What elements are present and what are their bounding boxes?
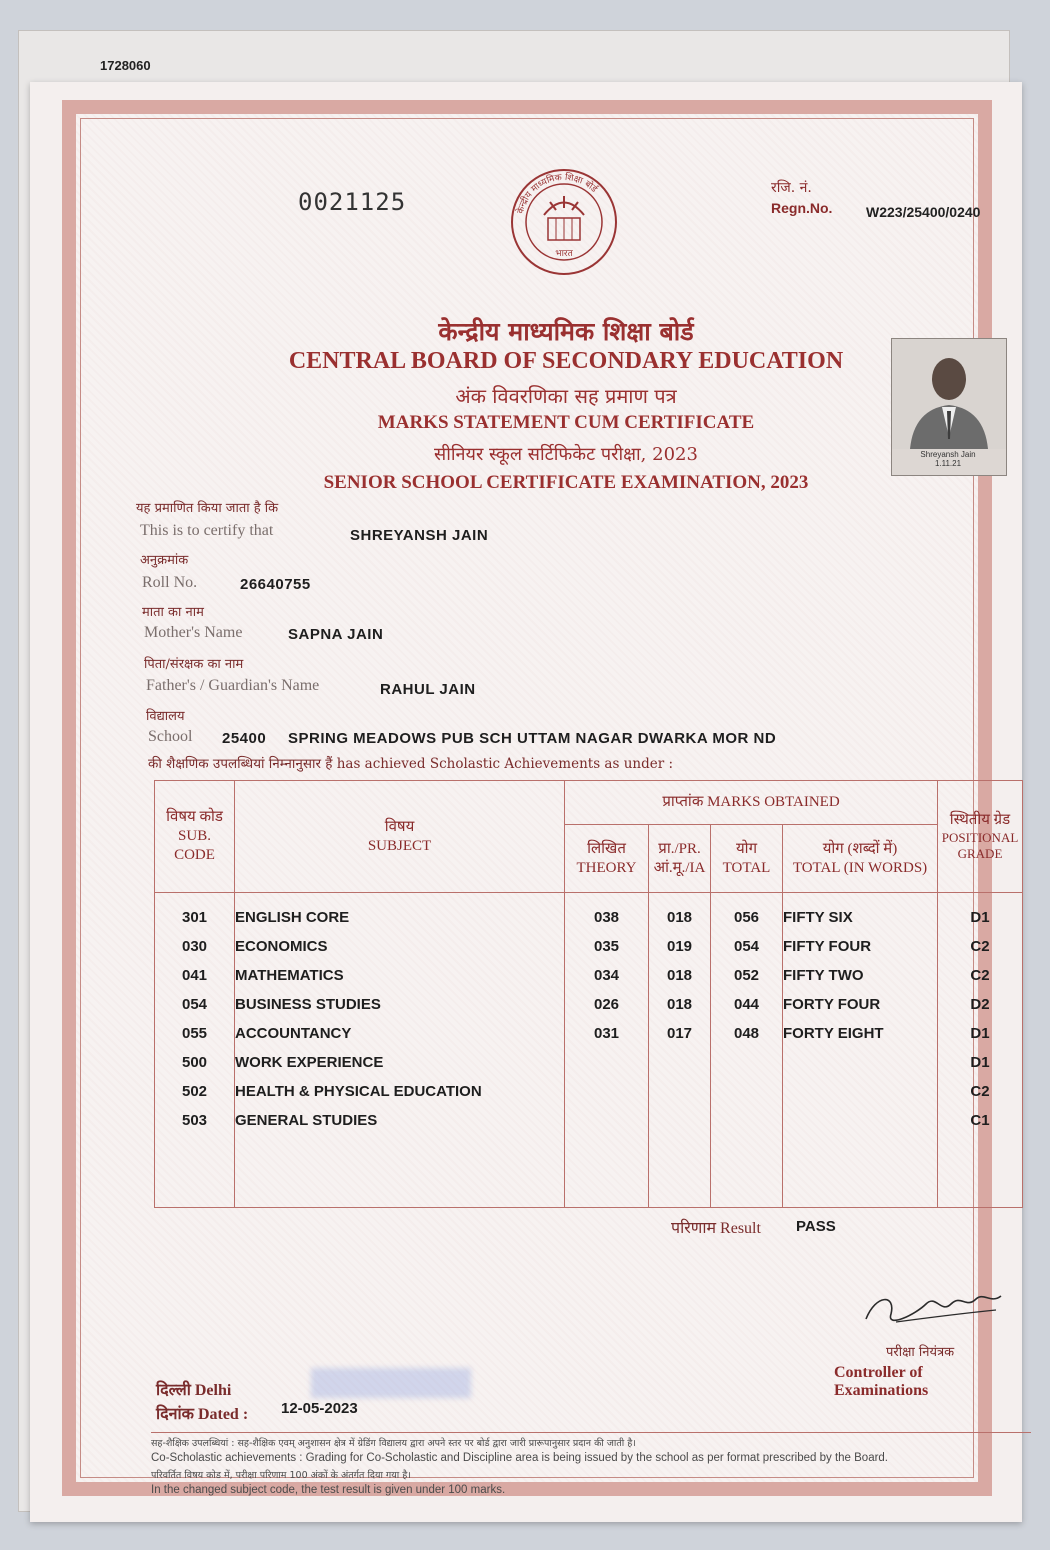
col-grades xyxy=(938,893,1023,1208)
subject-name: BUSINESS STUDIES xyxy=(235,996,381,1013)
total-mark: 048 xyxy=(733,1025,760,1042)
header-positional-grade: स्थितीय ग्रेड POSITIONAL GRADE xyxy=(938,781,1023,893)
exam-title: SENIOR SCHOOL CERTIFICATE EXAMINATION, 2023 xyxy=(323,472,809,493)
practical-mark: 018 xyxy=(666,967,693,984)
header-subject: विषय SUBJECT xyxy=(235,781,565,893)
logo-arc-text: केन्द्रीय माध्यमिक शिक्षा बोर्ड xyxy=(515,172,599,215)
total-mark: 044 xyxy=(733,996,760,1013)
mother-label-hindi: माता का नाम xyxy=(142,605,204,620)
result-label: परिणाम Result xyxy=(671,1220,761,1237)
issue-date: 12-05-2023 xyxy=(281,1400,358,1417)
positional-grade: D1 xyxy=(970,909,990,926)
photo-caption: Shreyansh Jain 1.11.21 xyxy=(920,450,976,468)
header-practical: प्रा./PR. आं.मू./IA xyxy=(649,825,711,893)
header-sub-code: विषय कोड SUB. CODE xyxy=(155,781,235,893)
marks-statement-sheet xyxy=(30,82,1022,1522)
father-label: Father's / Guardian's Name xyxy=(146,677,320,694)
achievement-line: की शैक्षणिक उपलब्धियां निम्नानुसार हैं has achieved Scholastic Achievements as under : xyxy=(148,756,674,772)
subject-name: MATHEMATICS xyxy=(235,967,344,984)
positional-grade: C2 xyxy=(970,967,990,984)
subject-name: WORK EXPERIENCE xyxy=(235,1054,384,1071)
practical-mark: 018 xyxy=(666,996,693,1013)
regn-label-hindi: रजि. नं. xyxy=(771,180,812,196)
subject-name: HEALTH & PHYSICAL EDUCATION xyxy=(235,1083,482,1100)
total-in-words: FIFTY SIX xyxy=(783,909,853,926)
header-marks-obtained: प्राप्तांक MARKS OBTAINED xyxy=(565,781,938,825)
sub-code: 041 xyxy=(181,967,208,984)
subject-name: ACCOUNTANCY xyxy=(235,1025,352,1042)
regn-label: Regn.No. xyxy=(771,200,833,216)
note-hindi-1: सह-शैक्षिक उपलब्धियां : सह-शैक्षिक एवम् अनुशासन क्षेत्र में ग्रेडिंग विद्यालय द्वारा अपने स्तर पर बोर्ड द्वारा जारी प्रारूपानुसार प्रदान की जाती है। xyxy=(151,1438,636,1449)
cbse-emblem-icon xyxy=(504,160,624,290)
certificate-number: 0021125 xyxy=(298,188,407,216)
exam-title-hindi: सीनियर स्कूल सर्टिफिकेट परीक्षा, 2023 xyxy=(434,444,698,465)
practical-mark: 017 xyxy=(666,1025,693,1042)
sub-code: 503 xyxy=(181,1112,208,1129)
header-total: योग TOTAL xyxy=(711,825,783,893)
theory-mark: 034 xyxy=(593,967,620,984)
total-mark: 052 xyxy=(733,967,760,984)
practical-mark: 018 xyxy=(666,909,693,926)
subject-name: ENGLISH CORE xyxy=(235,909,350,926)
note-hindi-2: परिवर्तित विषय कोड में, परीक्षा परिणाम 100 अंकों के अंतर्गत दिया गया है। xyxy=(151,1470,411,1481)
theory-mark: 038 xyxy=(593,909,620,926)
positional-grade: D1 xyxy=(970,1025,990,1042)
col-total xyxy=(711,893,783,1208)
dated-label: दिनांक Dated : xyxy=(156,1406,249,1423)
theory-mark: 035 xyxy=(593,938,620,955)
sub-code: 502 xyxy=(181,1083,208,1100)
total-mark: 056 xyxy=(733,909,760,926)
header-total-words: योग (शब्दों में) TOTAL (IN WORDS) xyxy=(783,825,938,893)
col-theory xyxy=(565,893,649,1208)
total-in-words: FIFTY FOUR xyxy=(783,938,872,955)
board-name-hindi: केन्द्रीय माध्यमिक शिक्षा बोर्ड xyxy=(438,317,694,346)
positional-grade: C2 xyxy=(970,1083,990,1100)
top-serial: 1728060 xyxy=(100,58,151,73)
positional-grade: D2 xyxy=(970,996,990,1013)
col-subjects xyxy=(235,893,565,1208)
regn-number: W223/25400/0240 xyxy=(866,204,981,220)
sub-code: 055 xyxy=(181,1025,208,1042)
certify-label-hindi: यह प्रमाणित किया जाता है कि xyxy=(136,501,279,516)
person-photo-icon xyxy=(892,339,1006,449)
col-practical xyxy=(649,893,711,1208)
school-name: SPRING MEADOWS PUB SCH UTTAM NAGAR DWARKA MOR ND xyxy=(288,730,777,747)
sub-code: 030 xyxy=(181,938,208,955)
mother-name: SAPNA JAIN xyxy=(288,626,384,643)
total-in-words: FORTY FOUR xyxy=(783,996,881,1013)
controller-signature xyxy=(856,1274,1006,1334)
student-name: SHREYANSH JAIN xyxy=(350,527,489,544)
logo-country: भारत xyxy=(555,249,573,259)
theory-mark: 031 xyxy=(593,1025,620,1042)
school-label-hindi: विद्यालय xyxy=(146,709,185,724)
roll-number: 26640755 xyxy=(240,576,311,593)
practical-mark: 019 xyxy=(666,938,693,955)
header-theory: लिखित THEORY xyxy=(565,825,649,893)
document-title: MARKS STATEMENT CUM CERTIFICATE xyxy=(377,412,755,433)
school-code: 25400 xyxy=(222,730,267,747)
footer-divider xyxy=(151,1432,1031,1433)
father-name: RAHUL JAIN xyxy=(380,681,476,698)
col-codes xyxy=(155,893,235,1208)
sub-code: 500 xyxy=(181,1054,208,1071)
place: दिल्ली Delhi xyxy=(156,1382,232,1399)
col-total-words xyxy=(783,893,938,1208)
positional-grade: C2 xyxy=(970,938,990,955)
roll-label-hindi: अनुक्रमांक xyxy=(140,553,189,568)
board-name: CENTRAL BOARD OF SECONDARY EDUCATION xyxy=(288,348,844,374)
subject-name: ECONOMICS xyxy=(235,938,328,955)
total-in-words: FIFTY TWO xyxy=(783,967,864,984)
result-value: PASS xyxy=(796,1218,836,1235)
total-mark: 054 xyxy=(733,938,760,955)
marks-table xyxy=(154,780,1023,1208)
father-label-hindi: पिता/संरक्षक का नाम xyxy=(144,657,244,672)
total-in-words: FORTY EIGHT xyxy=(783,1025,884,1042)
controller-title: Controller of Examinations xyxy=(834,1364,929,1399)
sub-code: 054 xyxy=(181,996,208,1013)
positional-grade: C1 xyxy=(970,1112,990,1129)
subject-name: GENERAL STUDIES xyxy=(235,1112,378,1129)
note-english-2: In the changed subject code, the test result is given under 100 marks. xyxy=(151,1484,506,1496)
mother-label: Mother's Name xyxy=(144,624,243,641)
controller-title-hindi: परीक्षा नियंत्रक xyxy=(886,1345,955,1360)
sub-code: 301 xyxy=(181,909,208,926)
roll-label: Roll No. xyxy=(142,574,198,591)
school-label: School xyxy=(148,728,193,745)
document-title-hindi: अंक विवरणिका सह प्रमाण पत्र xyxy=(455,384,677,408)
positional-grade: D1 xyxy=(970,1054,990,1071)
theory-mark: 026 xyxy=(593,996,620,1013)
certify-label: This is to certify that xyxy=(140,522,274,539)
certificate-border xyxy=(62,100,1019,1496)
ink-stamp xyxy=(311,1368,471,1398)
note-english-1: Co-Scholastic achievements : Grading for Co-Scholastic and Discipline area is being issued by the school as per format prescribed by the Board. xyxy=(151,1452,889,1464)
